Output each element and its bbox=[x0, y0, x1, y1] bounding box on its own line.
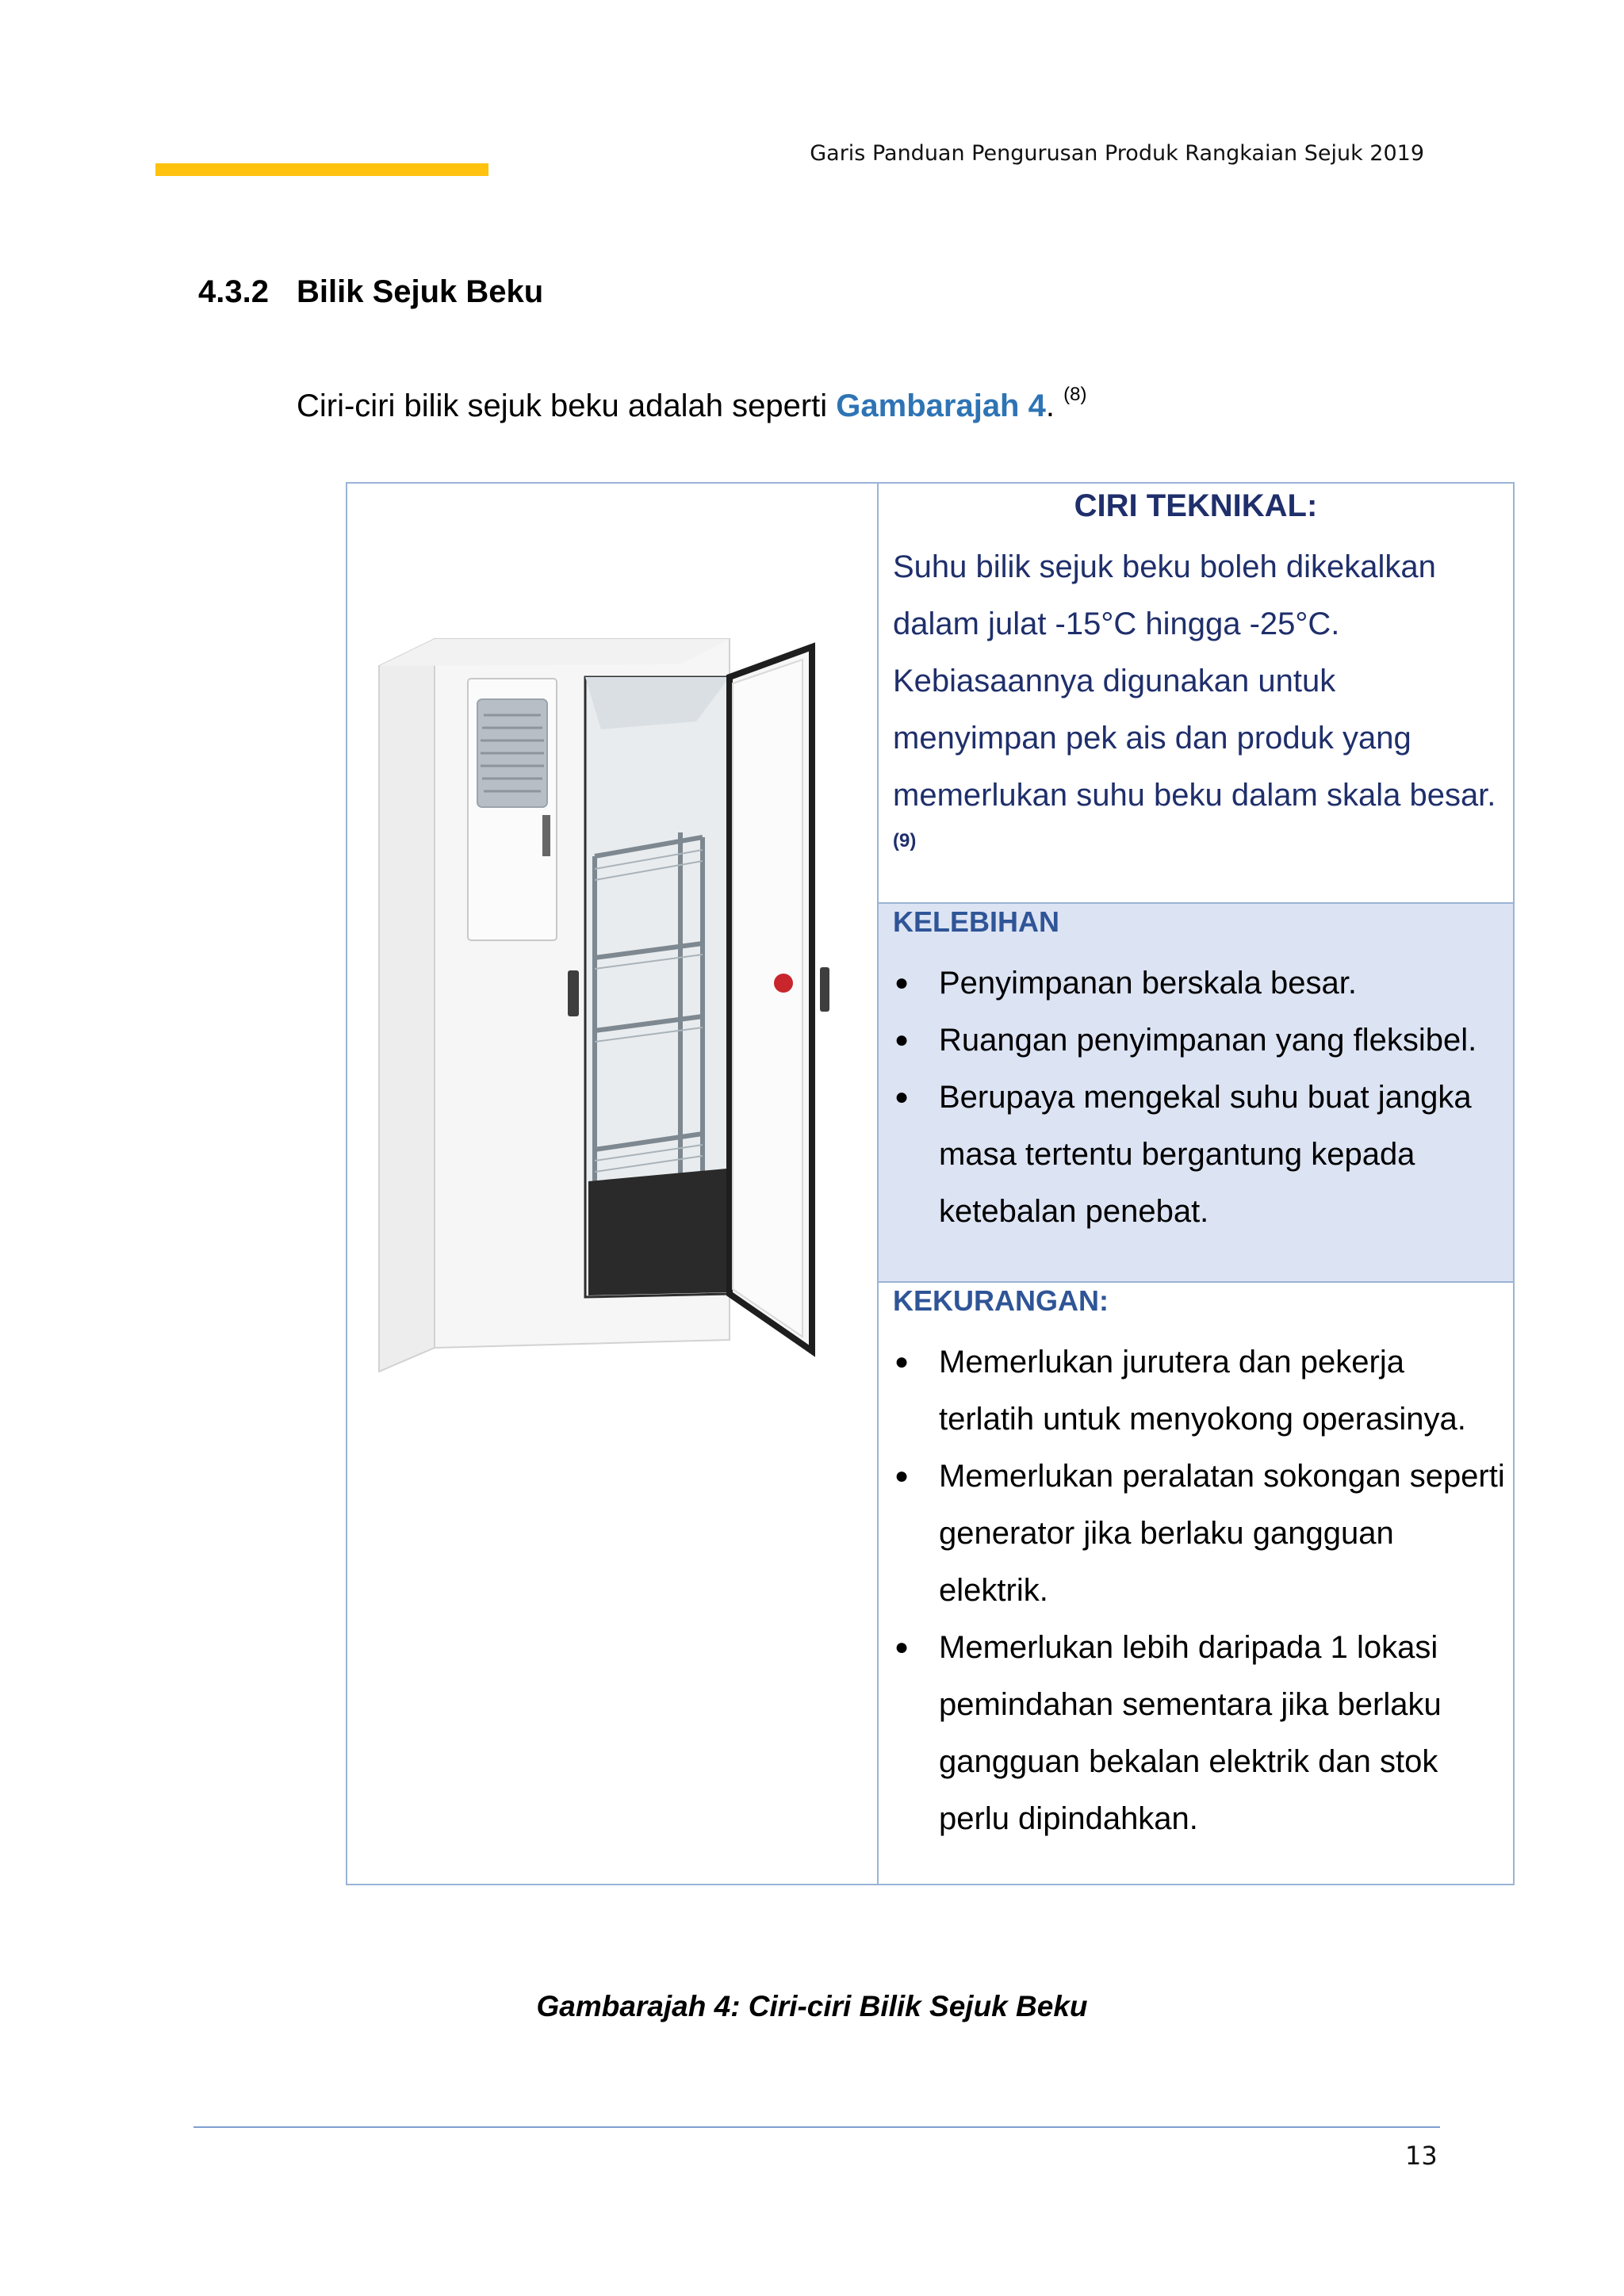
image-cell bbox=[347, 484, 879, 1884]
technical-body bbox=[893, 538, 1505, 881]
bullet-icon: ● bbox=[894, 970, 910, 996]
list-item bbox=[893, 1448, 1505, 1619]
figure-table bbox=[346, 482, 1515, 1885]
advantages-list bbox=[893, 955, 1505, 1240]
list-item-text: Memerlukan peralatan sokongan seperti generator jika berlaku gangguan elektrik. bbox=[939, 1459, 1505, 1608]
technical-citation: (9) bbox=[893, 830, 917, 851]
bullet-icon: ● bbox=[894, 1349, 910, 1375]
technical-cell bbox=[879, 484, 1513, 904]
footer-divider bbox=[193, 2126, 1440, 2128]
intro-citation: (8) bbox=[1063, 384, 1087, 405]
list-item-text: Berupaya mengekal suhu buat jangka masa tertentu bergantung kepada ketebalan penebat. bbox=[939, 1080, 1472, 1229]
disadvantages-list bbox=[893, 1334, 1505, 1847]
list-item bbox=[893, 1619, 1505, 1847]
list-item-text: Penyimpanan berskala besar. bbox=[939, 966, 1357, 1001]
advantages-cell bbox=[879, 904, 1513, 1283]
bullet-icon: ● bbox=[894, 1463, 910, 1489]
section-title: Bilik Sejuk Beku bbox=[297, 274, 544, 309]
intro-paragraph bbox=[297, 384, 1087, 424]
list-item bbox=[893, 1334, 1505, 1448]
section-heading bbox=[198, 274, 543, 310]
list-item bbox=[893, 1012, 1505, 1069]
figure-caption: Gambarajah 4: Ciri-ciri Bilik Sejuk Beku bbox=[536, 1990, 1088, 2022]
section-number: 4.3.2 bbox=[198, 274, 269, 309]
list-item bbox=[893, 1069, 1505, 1240]
bullet-icon: ● bbox=[894, 1084, 910, 1110]
list-item-text: Ruangan penyimpanan yang fleksibel. bbox=[939, 1023, 1477, 1058]
disadvantages-heading: KEKURANGAN: bbox=[893, 1284, 1109, 1317]
page-number: 13 bbox=[1405, 2141, 1438, 2171]
figure-reference-link[interactable]: Gambarajah 4 bbox=[836, 388, 1046, 423]
disadvantages-cell bbox=[879, 1283, 1513, 1884]
list-item-text: Memerlukan lebih daripada 1 lokasi pemindahan sementara jika berlaku gangguan bekalan elektrik dan stok perlu dipindahkan. bbox=[939, 1630, 1442, 1836]
list-item bbox=[893, 955, 1505, 1012]
advantages-heading: KELEBIHAN bbox=[893, 905, 1060, 938]
technical-heading: CIRI TEKNIKAL: bbox=[1074, 488, 1318, 523]
walk-in-freezer-illustration bbox=[347, 484, 875, 1884]
technical-text: Suhu bilik sejuk beku boleh dikekalkan dalam julat -15°C hingga -25°C. Kebiasaannya digunakan untuk menyimpan pek ais dan produk yang memerlukan suhu beku dalam skala besar. bbox=[893, 549, 1496, 813]
intro-text: Ciri-ciri bilik sejuk beku adalah seperti bbox=[297, 388, 837, 423]
list-item-text: Memerlukan jurutera dan pekerja terlatih untuk menyokong operasinya. bbox=[939, 1345, 1466, 1437]
intro-period: . bbox=[1045, 388, 1055, 423]
description-column bbox=[879, 484, 1513, 1884]
running-header: Garis Panduan Pengurusan Produk Rangkaian Sejuk 2019 bbox=[810, 141, 1424, 166]
bullet-icon: ● bbox=[894, 1027, 910, 1053]
bullet-icon: ● bbox=[894, 1634, 910, 1660]
header-accent-bar bbox=[155, 163, 488, 176]
